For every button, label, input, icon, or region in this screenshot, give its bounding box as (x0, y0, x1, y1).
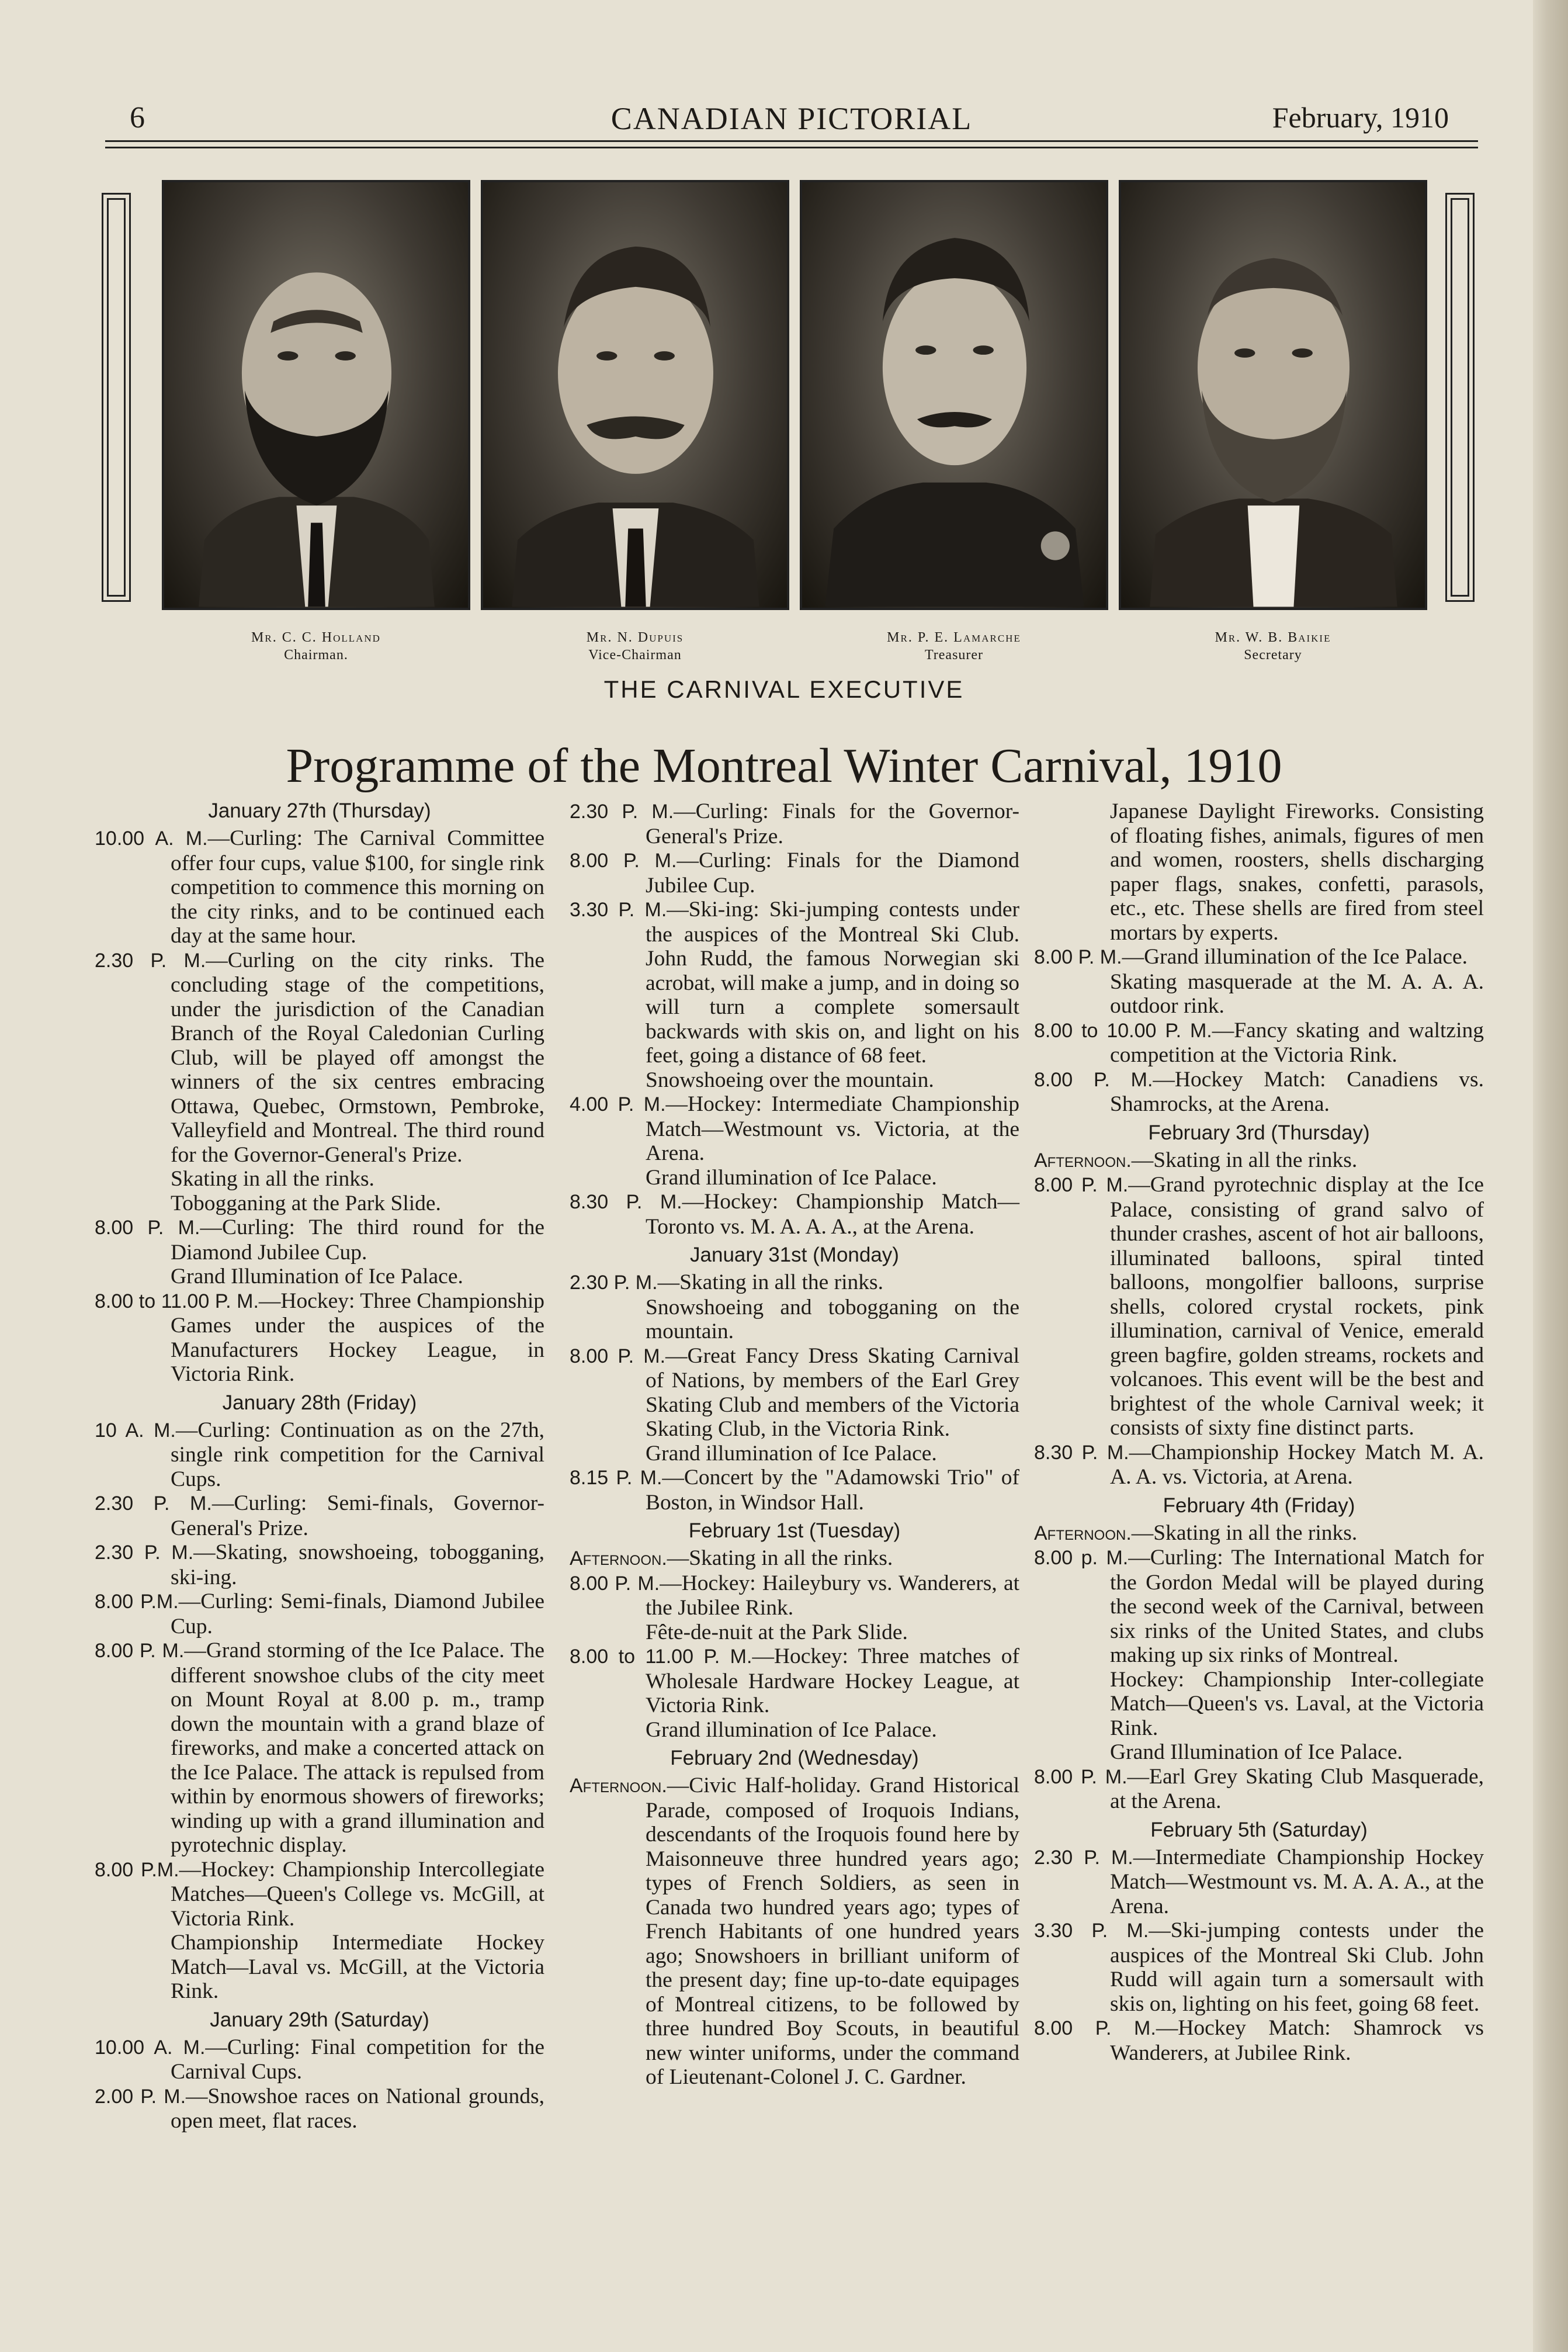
programme-entry (570, 1270, 1019, 1295)
entry-text: —Fancy skating and waltzing competition at the Victoria Rink. (1110, 1018, 1484, 1067)
entry-text: —Hockey: Three Championship Games under the auspices of the Manufacturers Hockey League, in Victoria Rink. (171, 1288, 544, 1386)
programme-entry (1034, 1148, 1484, 1173)
decorative-border-right (1445, 193, 1475, 602)
programme-entry (95, 1418, 544, 1492)
entry-continuation: Grand illumination of Ice Palace. (646, 1441, 937, 1466)
entry-time: 10 A. M. (95, 1419, 176, 1442)
entry-time: 8.00 P. M. (95, 1217, 200, 1239)
entry-continuation: Snowshoeing and tobogganing on the mountain. (646, 1295, 1019, 1343)
entry-text: —Grand pyrotechnic display at the Ice Palace, consisting of grand salvo of thunder crashes, ascent of hot air balloons, illuminated balloons, spiral tinted balloons, mongolfier balloons, surprise shells, colored crystal rockets, pink illumination, carnival of Venice, emerald green bagfire, golden streams, rockets and volcanoes. This event will be the best and brightest of the whole Carnival week; it consists of sixty fine distinct parts. (1110, 1173, 1484, 1440)
programme-entry (1034, 1440, 1484, 1490)
entry-time: 8.00 P. M. (95, 1640, 185, 1662)
portrait-caption (800, 629, 1108, 664)
entry-text: —Earl Grey Skating Club Masquerade, at the Arena. (1110, 1764, 1484, 1813)
entry-text: —Curling: Semi-finals, Governor-General's Prize. (171, 1491, 544, 1540)
member-role: Treasurer (924, 647, 984, 663)
header-rule (105, 140, 1478, 142)
programme-entry (1034, 2016, 1484, 2065)
entry-text: —Hockey Match: Shamrock vs Wanderers, at Jubilee Rink. (1110, 2016, 1484, 2065)
entry-text: —Curling: The International Match for the Gordon Medal will be played during the second week of the Carnival, between six rinks of the United States, and clubs making up six rinks of Montreal. (1110, 1546, 1484, 1667)
programme-entry (95, 1639, 544, 1858)
programme-entry (1034, 1019, 1484, 1068)
programme-entry (570, 1466, 1019, 1515)
entry-time: 8.00 p. M. (1034, 1547, 1129, 1569)
entry-time: 2.30 P. M. (95, 949, 206, 972)
entry-text: —Skating in all the rinks. (1131, 1148, 1358, 1172)
programme-entry (570, 1571, 1019, 1620)
programme-entry (1034, 1546, 1484, 1668)
portrait-illustration (802, 182, 1106, 608)
member-name: Mr. W. B. Baikie (1215, 630, 1331, 645)
page-number: 6 (130, 101, 145, 134)
binding-gutter (1533, 0, 1568, 2352)
programme-entry (95, 948, 544, 1168)
member-name: Mr. N. Dupuis (586, 630, 684, 645)
programme-entry (95, 2084, 544, 2133)
entry-text: —Intermediate Championship Hockey Match—Westmount vs. M. A. A. A., at the Arena. (1110, 1845, 1484, 1918)
programme-entry (95, 1215, 544, 1265)
entry-time: 3.30 P. M. (1034, 1920, 1149, 1942)
entry-text: —Skating in all the rinks. (1131, 1520, 1358, 1545)
entry-time: 8.00 P. M. (1034, 1068, 1153, 1091)
entry-text: —Hockey: Three matches of Wholesale Hardware Hockey League, at Victoria Rink. (646, 1644, 1019, 1717)
entry-time: Afternoon. (1034, 1522, 1132, 1544)
programme-entry (570, 1344, 1019, 1442)
entry-text: —Curling on the city rinks. The concluding stage of the competitions, under the jurisdiction of the Canadian Branch of the Royal Caledonian Curling Club, will be played off amongst the winners of the six centres embracing Ottawa, Quebec, Ormstown, Pembroke, Valleyfield and Montreal. The third round for the Governor-General's Prize. (171, 948, 544, 1167)
day-heading: February 1st (Tuesday) (688, 1519, 901, 1542)
entry-continuation: Grand Illumination of Ice Palace. (1110, 1740, 1403, 1764)
portrait-photo (162, 180, 470, 610)
member-role: Vice-Chairman (588, 647, 682, 663)
entry-text: —Hockey: Championship Intercollegiate Matches—Queen's College vs. McGill, at Victoria Rink. (171, 1857, 544, 1931)
programme-entry (1034, 1845, 1484, 1919)
programme-entry (570, 848, 1019, 898)
page-header (105, 101, 1478, 136)
portrait-caption (162, 629, 470, 664)
entry-text: —Hockey Match: Canadiens vs. Shamrocks, at the Arena. (1110, 1067, 1484, 1116)
entry-time: 8.00 P.M. (95, 1591, 179, 1613)
day-heading: January 31st (Monday) (690, 1243, 899, 1266)
member-name: Mr. C. C. Holland (251, 630, 381, 645)
entry-text: —Ski-ing: Ski-jumping contests under the auspices of the Montreal Ski Club. John Rudd, the famous Norwegian ski acrobat, will make a jump, and in doing so will turn a complete somersault backwards with skis on, and light on his feet, going a distance of 68 feet. (646, 898, 1019, 1068)
programme-entry (570, 1190, 1019, 1239)
entry-time: 8.00 P. M. (570, 1572, 660, 1595)
entry-text: —Hockey: Championship Match—Toronto vs. M. A. A. A., at the Arena. (646, 1190, 1019, 1239)
entry-time: Afternoon. (570, 1547, 667, 1570)
portrait-illustration (1121, 182, 1425, 608)
programme-entry (570, 1644, 1019, 1718)
programme-entry (1034, 1173, 1484, 1440)
day-heading: February 4th (Friday) (1163, 1494, 1355, 1517)
entry-continuation: Tobogganing at the Park Slide. (171, 1191, 441, 1215)
entry-continuation: Championship Intermediate Hockey Match—Laval vs. McGill, at the Victoria Rink. (171, 1931, 544, 2003)
entry-text: —Ski-jumping contests under the auspices of the Montreal Ski Club. John Rudd will again turn a somersault with skis on, lighting on his feet, going 68 feet. (1110, 1918, 1484, 2016)
member-role: Secretary (1244, 647, 1302, 663)
portrait-caption (1119, 629, 1427, 664)
programme-column-2 (570, 799, 1019, 2090)
entry-text: —Curling: Continuation as on the 27th, single rink competition for the Carnival Cups. (171, 1418, 544, 1491)
entry-text: —Curling: Semi-finals, Diamond Jubilee Cup. (171, 1589, 544, 1639)
header-rule (105, 147, 1478, 148)
programme-entry (570, 1773, 1019, 2090)
entry-text: —Curling: The Carnival Committee offer four cups, value $100, for single rink competition to commence this morning on the city rinks, and to be continued each day at the same hour. (171, 826, 544, 948)
entry-text: —Curling: Finals for the Governor-General's Prize. (646, 799, 1020, 848)
entry-text: —Curling: Final competition for the Carnival Cups. (171, 2035, 544, 2084)
entry-time: 8.00 P. M. (570, 850, 677, 872)
entry-text: —Civic Half-holiday. Grand Historical Parade, composed of Iroquois Indians, descendants of the Iroquois found here by Maisonneuve three hundred years ago; types of French Soldiers, as seen in Canada two hundred years ago; types of French Habitants of one hundred years ago; Snowshoers in brilliant uniform of the present day; fine up-to-date equipages of Montreal citizens, to be followed by three hundred Boy Scouts, in beautiful new winter uniforms, under the command of Lieutenant-Colonel J. C. Gardner. (646, 1773, 1019, 2089)
programme-entry (570, 1546, 1019, 1571)
entry-text: —Championship Hockey Match M. A. A. A. vs. Victoria, at Arena. (1110, 1440, 1484, 1489)
entry-text: —Hockey: Intermediate Championship Match—Westmount vs. Victoria, at the Arena. (646, 1092, 1019, 1165)
entry-text: —Skating in all the rinks. (667, 1546, 893, 1570)
entry-continuation: Hockey: Championship Inter-collegiate Match—Queen's vs. Laval, at the Victoria Rink. (1110, 1667, 1484, 1740)
programme-entry (95, 1540, 544, 1589)
entry-time: Afternoon. (1034, 1149, 1132, 1172)
decorative-border-left (102, 193, 131, 602)
entry-text: —Grand illumination of the Ice Palace. (1122, 945, 1468, 969)
day-heading: January 27th (Thursday) (208, 799, 431, 822)
programme-title: Programme of the Montreal Winter Carnival, 1910 (286, 739, 1282, 793)
programme-entry (570, 898, 1019, 1068)
entry-time: 10.00 A. M. (95, 2036, 206, 2059)
programme-entry (1034, 1068, 1484, 1117)
entry-continuation: Grand Illumination of Ice Palace. (171, 1265, 463, 1288)
entry-time: 2.00 P. M. (95, 2085, 186, 2108)
entry-text: —Skating, snowshoeing, tobogganing, ski-ing. (171, 1540, 545, 1589)
entry-time: 8.00 P. M. (1034, 2017, 1156, 2039)
entry-continuation: Skating in all the rinks. (171, 1167, 374, 1191)
entry-text: —Snowshoe races on National grounds, open meet, flat races. (171, 2084, 544, 2133)
entry-time: 2.30 P. M. (570, 1272, 658, 1294)
executive-heading: THE CARNIVAL EXECUTIVE (603, 676, 965, 703)
entry-continuation: Skating masquerade at the M. A. A. A. outdoor rink. (1110, 969, 1484, 1018)
portrait-photo (800, 180, 1108, 610)
entry-text: —Great Fancy Dress Skating Carnival of Nations, by members of the Earl Grey Skating Club and members of the Victoria Skating Club, in the Victoria Rink. (646, 1343, 1019, 1441)
entry-continuation: Snowshoeing over the mountain. (646, 1068, 934, 1092)
portrait-illustration (164, 182, 468, 608)
programme-entry (95, 1289, 544, 1387)
entry-text: —Curling: The third round for the Diamond Jubilee Cup. (171, 1215, 544, 1265)
portrait-photo (1119, 180, 1427, 610)
day-heading: January 29th (Saturday) (210, 2008, 429, 2031)
entry-text: —Skating in all the rinks. (657, 1270, 884, 1294)
issue-date: February, 1910 (1272, 101, 1449, 134)
entry-time: 8.30 P. M. (570, 1191, 682, 1213)
entry-continuation: Fête-de-nuit at the Park Slide. (646, 1620, 908, 1644)
programme-entry (95, 1858, 544, 1931)
entry-time: 3.30 P. M. (570, 899, 667, 921)
entry-time: 8.15 P. M. (570, 1467, 662, 1489)
entry-time: 8.00 P. M. (1034, 1174, 1129, 1196)
entry-time: 4.00 P. M. (570, 1093, 666, 1116)
programme-entry (95, 2035, 544, 2084)
day-heading: February 5th (Saturday) (1150, 1818, 1368, 1841)
portrait-caption (481, 629, 789, 664)
publication-title: CANADIAN PICTORIAL (610, 101, 973, 136)
entry-text: —Curling: Finals for the Diamond Jubilee Cup. (646, 848, 1019, 898)
day-heading: February 3rd (Thursday) (1148, 1121, 1370, 1144)
member-name: Mr. P. E. Lamarche (887, 630, 1021, 645)
programme-entry (95, 1589, 544, 1639)
entry-time: 8.00 P. M. (1034, 1765, 1128, 1788)
entry-continuation: Japanese Daylight Fireworks. Consisting of floating fishes, animals, figures of men and women, roosters, shells discharging paper flags, snakes, confetti, parasols, etc., etc. These shells are fired from steel mortars by experts. (1110, 799, 1484, 945)
entry-time: 8.00 to 11.00 P. M. (95, 1290, 259, 1312)
portrait-illustration (483, 182, 787, 608)
day-heading: February 2nd (Wednesday) (670, 1747, 919, 1769)
programme-entry (1034, 1521, 1484, 1546)
entry-time: 8.00 P.M. (95, 1858, 179, 1881)
programme-entry (1034, 1765, 1484, 1814)
entry-time: Afternoon. (570, 1775, 667, 1797)
programme-column-1 (95, 799, 544, 2133)
day-heading: January 28th (Friday) (222, 1391, 417, 1414)
entry-continuation: Grand illumination of Ice Palace. (646, 1165, 937, 1190)
entry-time: 8.00 P. M. (570, 1345, 666, 1367)
entry-time: 2.30 P. M. (95, 1492, 212, 1515)
entry-time: 2.30 P. M. (95, 1542, 194, 1564)
entry-text: —Concert by the "Adamowski Trio" of Boston, in Windsor Hall. (646, 1466, 1020, 1515)
member-role: Chairman. (284, 647, 348, 663)
entry-time: 8.00 P. M. (1034, 946, 1122, 968)
entry-time: 10.00 A. M. (95, 827, 208, 850)
entry-text: —Grand storming of the Ice Palace. The different snowshoe clubs of the city meet on Mount Royal at 8.00 p. m., tramp down the mountain with a grand blaze of fireworks, and make a concerted attack on the Ice Palace. The attack is repulsed from within by enormous showers of fireworks; winding up with a grand illumination and pyrotechnic display. (171, 1639, 544, 1857)
entry-time: 8.00 to 11.00 P. M. (570, 1646, 752, 1668)
programme-entry (570, 1092, 1019, 1166)
programme-entry (95, 826, 544, 948)
programme-entry (1034, 1918, 1484, 2016)
entry-time: 8.00 to 10.00 P. M. (1034, 1019, 1212, 1042)
programme-entry (570, 799, 1019, 848)
programme-entry (95, 1491, 544, 1540)
entry-time: 8.30 P. M. (1034, 1441, 1129, 1464)
entry-text: —Hockey: Haileybury vs. Wanderers, at the Jubilee Rink. (646, 1571, 1020, 1620)
entry-time: 2.30 P. M. (570, 801, 674, 823)
entry-time: 2.30 P. M. (1034, 1846, 1133, 1869)
programme-column-3 (1034, 799, 1484, 2065)
portrait-photo (481, 180, 789, 610)
entry-continuation: Grand illumination of Ice Palace. (646, 1717, 937, 1742)
programme-entry (1034, 945, 1484, 970)
